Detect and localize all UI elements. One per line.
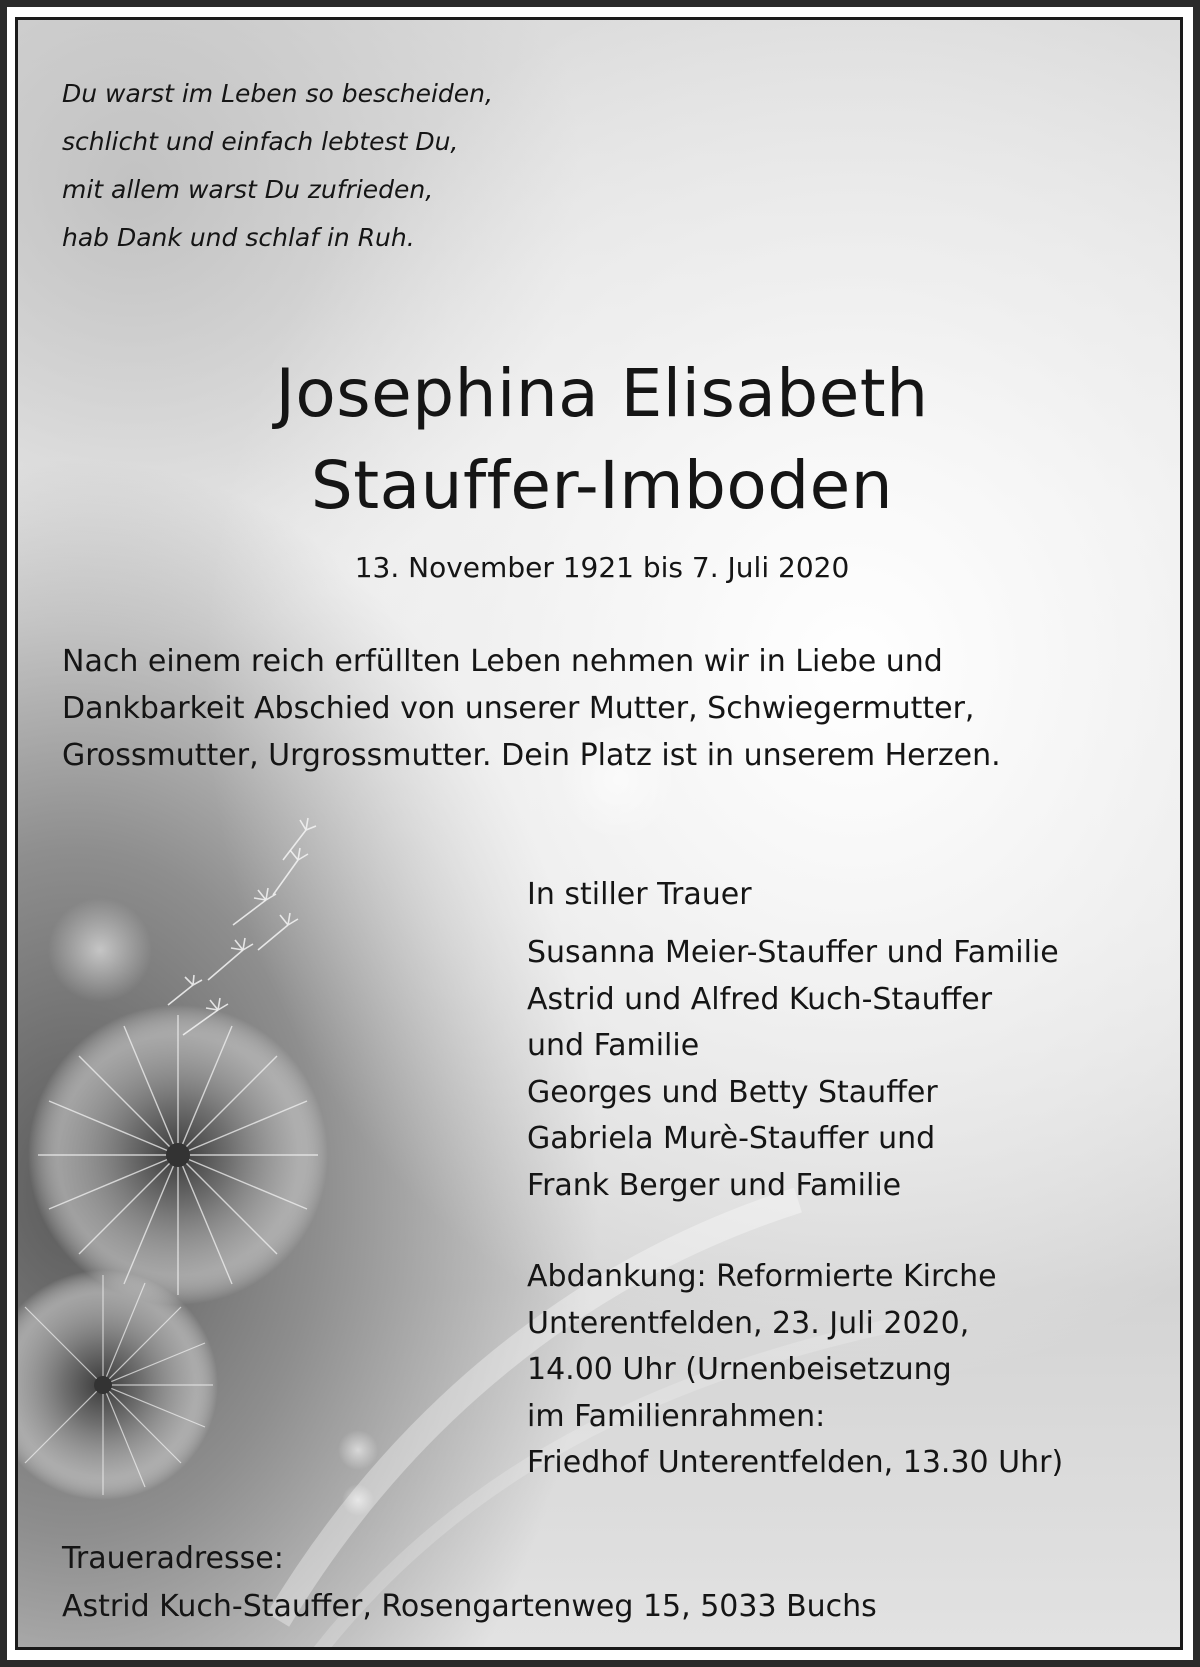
service-line: Friedhof Unterentfelden, 13.30 Uhr) bbox=[527, 1445, 1064, 1480]
poem-line: schlicht und einfach lebtest Du, bbox=[62, 127, 459, 156]
mourner-line: Susanna Meier-Stauffer und Familie bbox=[527, 935, 1059, 970]
flying-seeds bbox=[168, 818, 316, 1035]
poem-line: Du warst im Leben so bescheiden, bbox=[62, 79, 493, 108]
poem-line: hab Dank und schlaf in Ruh. bbox=[62, 223, 415, 252]
service-line: 14.00 Uhr (Urnenbeisetzung bbox=[527, 1352, 952, 1387]
service-line: Abdankung: Reformierte Kirche bbox=[527, 1259, 997, 1294]
dandelion-puff-large bbox=[28, 1005, 328, 1305]
funeral-service-info bbox=[527, 1254, 1063, 1487]
deceased-name-last: Stauffer-Imboden bbox=[310, 447, 894, 524]
mourning-address: Astrid Kuch-Stauffer, Rosengartenweg 15, 5033 Buchs bbox=[62, 1589, 877, 1624]
mourning-address-label: Traueradresse: bbox=[62, 1541, 284, 1576]
poem-line: mit allem warst Du zufrieden, bbox=[62, 175, 434, 204]
farewell-line: Dankbarkeit Abschied von unserer Mutter, Schwiegermutter, bbox=[62, 691, 975, 726]
mourner-line: Gabriela Murè-Stauffer und bbox=[527, 1121, 936, 1156]
service-line: Unterentfelden, 23. Juli 2020, bbox=[527, 1305, 970, 1341]
mourners-heading: In stiller Trauer bbox=[527, 877, 752, 912]
farewell-line: Nach einem reich erfüllten Leben nehmen wir in Liebe und bbox=[62, 644, 943, 679]
life-dates: 13. November 1921 bis 7. Juli 2020 bbox=[354, 551, 850, 584]
mourner-line: Frank Berger und Familie bbox=[527, 1167, 902, 1203]
farewell-message bbox=[62, 638, 1001, 779]
mourners-list bbox=[527, 930, 1059, 1209]
deceased-name-first: Josephina Elisabeth bbox=[275, 355, 929, 432]
mourner-line: Astrid und Alfred Kuch-Stauffer bbox=[527, 981, 993, 1017]
inner-border bbox=[15, 17, 1183, 1650]
mourner-line: Georges und Betty Stauffer bbox=[527, 1074, 938, 1110]
poem bbox=[62, 70, 493, 262]
farewell-line: Grossmutter, Urgrossmutter. Dein Platz ist in unserem Herzen. bbox=[62, 738, 1001, 773]
mourner-line: und Familie bbox=[527, 1028, 700, 1063]
service-line: im Familienrahmen: bbox=[527, 1398, 826, 1434]
